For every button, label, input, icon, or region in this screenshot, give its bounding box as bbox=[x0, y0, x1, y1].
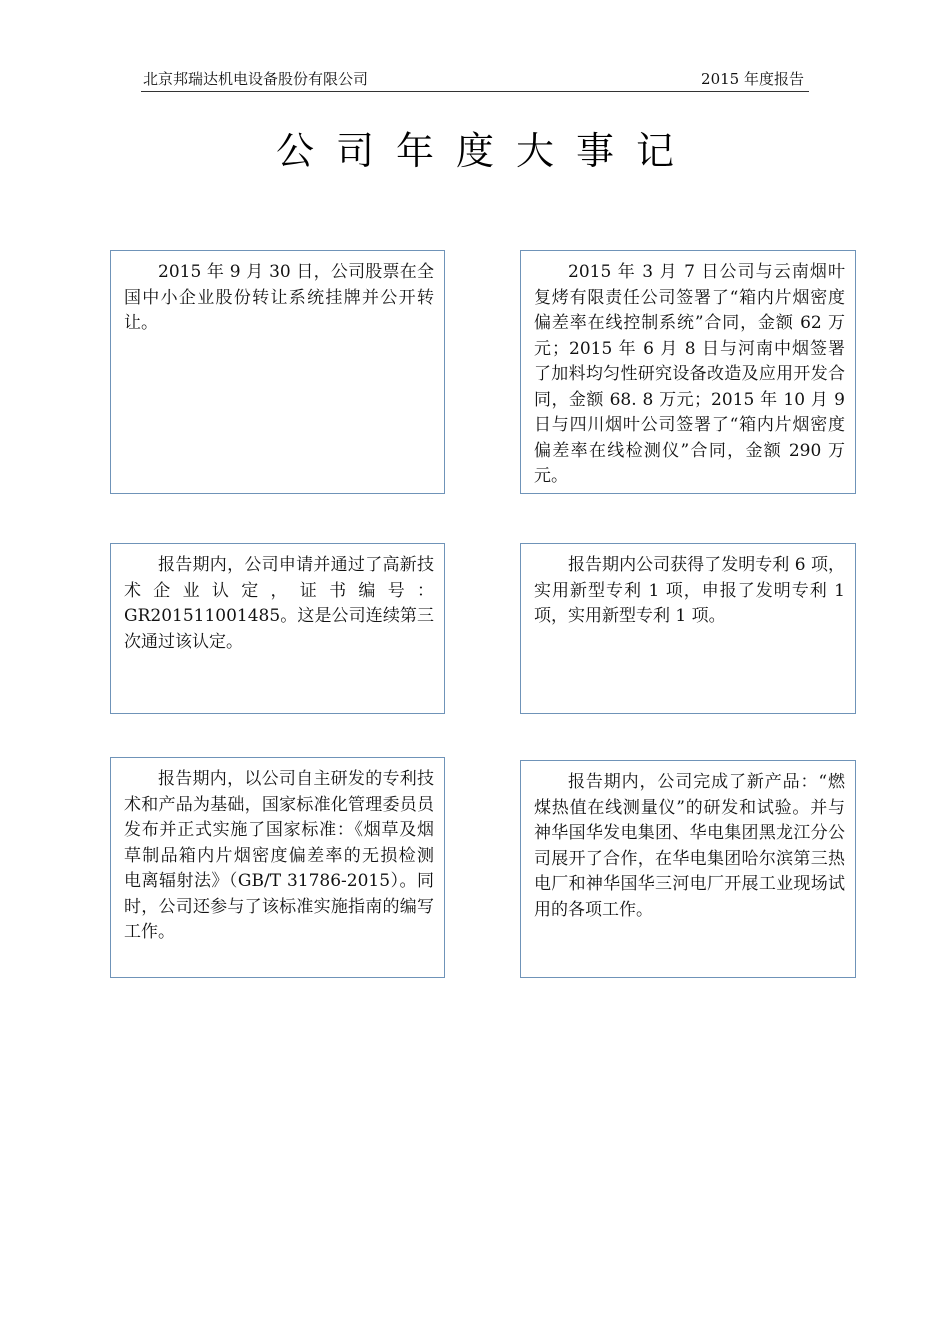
event-text: 报告期内，以公司自主研发的专利技术和产品为基础，国家标准化管理委员员发布并正式实施了国家标准：《烟草及烟草制品箱内片烟密度偏差率的无损检测 电离辐射法》（GB/T 31786-2015）。同时，公司还参与了该标准实施指南的编写工作。 bbox=[124, 769, 451, 942]
event-text: 报告期内，公司申请并通过了高新技术企业认定，证书编号：GR201511001485。这是公司连续第三次通过该认定。 bbox=[124, 555, 434, 652]
event-box-patents bbox=[520, 543, 856, 714]
event-text: 2015 年 3 月 7 日公司与云南烟叶复烤有限责任公司签署了“箱内片烟密度偏差率在线控制系统”合同，金额 62 万元；2015 年 6 月 8 日与河南中烟签署了加料均匀性研究设备改造及应用开发合同，金额 68. 8 万元；2015 年 10 月 9 日与四川烟叶公司签署了“箱内片烟密度偏差率在线检测仪”合同，金额 290 万元。 bbox=[534, 262, 845, 486]
event-box-new-product bbox=[520, 760, 856, 978]
header-company-name: 北京邦瑞达机电设备股份有限公司 bbox=[143, 70, 369, 88]
header-divider bbox=[141, 91, 809, 92]
event-box-listing bbox=[110, 250, 445, 494]
event-box-high-tech-certification bbox=[110, 543, 445, 714]
event-box-national-standard bbox=[110, 757, 451, 978]
page-title: 公司年度大事记 bbox=[275, 129, 696, 173]
event-text: 报告期内，公司完成了新产品：“燃煤热值在线测量仪”的研发和试验。并与神华国华发电集团、华电集团黑龙江分公司展开了合作，在华电集团哈尔滨第三热电厂和神华国华三河电厂开展工业现场试用的各项工作。 bbox=[534, 772, 845, 920]
event-box-contracts bbox=[520, 250, 856, 494]
event-text: 报告期内公司获得了发明专利 6 项，实用新型专利 1 项，申报了发明专利 1 项，实用新型专利 1 项。 bbox=[534, 555, 845, 626]
event-text: 2015 年 9 月 30 日，公司股票在全国中小企业股份转让系统挂牌并公开转让。 bbox=[124, 262, 434, 333]
header-report-label: 2015 年度报告 bbox=[701, 70, 804, 88]
